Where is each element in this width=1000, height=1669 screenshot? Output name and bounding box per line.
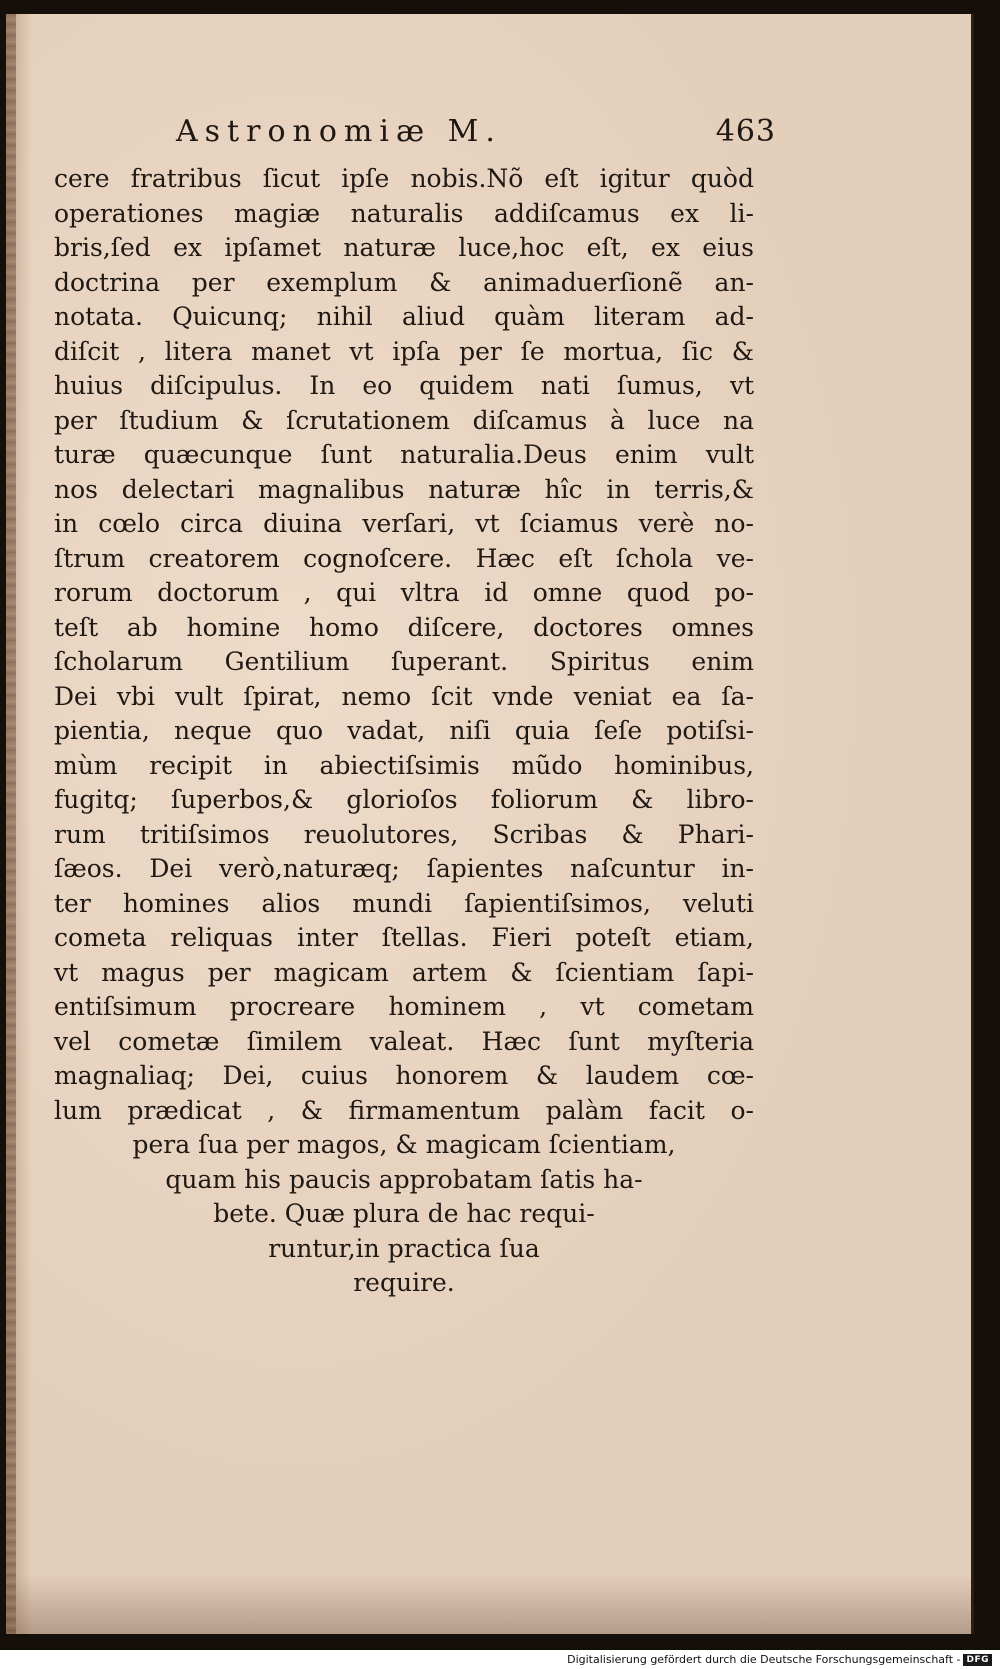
text-line: magnaliaq; Dei, cuius honorem & laudem cœ- bbox=[54, 1061, 754, 1090]
text-line: cometa reliquas inter ſtellas. Fieri poteſt etiam, bbox=[54, 923, 754, 952]
text-line: vt magus per magicam artem & ſcientiam ſapi- bbox=[54, 957, 754, 987]
text-line: pera ſua per magos, & magicam ſcientiam, bbox=[132, 1130, 676, 1159]
text-line: ſcholarum Gentilium ſuperant. Spiritus enim bbox=[54, 647, 754, 676]
book-page bbox=[6, 14, 974, 1634]
text-line: Dei vbi vult ſpirat, nemo ſcit vnde veniat ea ſa- bbox=[54, 681, 754, 711]
text-line: fugitq; ſuperbos,& glorioſos foliorum & libro- bbox=[54, 785, 754, 814]
text-line: bete. Quæ plura de hac requi- bbox=[213, 1199, 595, 1228]
text-line: notata. Quicunq; nihil aliud quàm literam ad- bbox=[54, 302, 754, 331]
text-line: ſæos. Dei verò,naturæq; ſapientes naſcuntur in- bbox=[54, 854, 754, 883]
text-line: quam his paucis approbatam ſatis ha- bbox=[165, 1164, 643, 1194]
text-line: mùm recipit in abiectiſsimis mũdo hominibus, bbox=[54, 750, 754, 780]
text-line: in cœlo circa diuina verſari, vt ſciamus verè no- bbox=[54, 509, 754, 538]
text-line: turæ quæcunque ſunt naturalia.Deus enim vult bbox=[54, 440, 754, 469]
text-line: diſcit , litera manet vt ipſa per ſe mortua, ſic & bbox=[54, 336, 754, 366]
text-line: runtur,in practica ſua bbox=[268, 1233, 540, 1263]
text-line: vel cometæ ſimilem valeat. Hæc ſunt myſteria bbox=[54, 1026, 754, 1056]
credit-text: Digitalisierung gefördert durch die Deutsche Forschungsgemeinschaft - bbox=[567, 1653, 961, 1666]
text-line: cere fratribus ſicut ipſe nobis.Nõ eſt igitur quòd bbox=[54, 164, 754, 193]
text-line: ter homines alios mundi ſapientiſsimos, veluti bbox=[54, 888, 754, 918]
page-number: 463 bbox=[715, 114, 776, 149]
running-head bbox=[176, 114, 776, 158]
text-line: bris,ſed ex ipſamet naturæ luce,hoc eſt, ex eius bbox=[54, 233, 754, 262]
page-gutter-edge bbox=[6, 14, 16, 1634]
text-line: pientia, neque quo vadat, niſi quia ſeſe potiſsi- bbox=[54, 716, 754, 745]
text-line: rorum doctorum , qui vltra id omne quod po- bbox=[54, 578, 754, 607]
text-line: lum prædicat , & firmamentum palàm facit o- bbox=[54, 1095, 754, 1125]
text-line: teſt ab homine homo diſcere, doctores omnes bbox=[54, 612, 754, 642]
text-line: rum tritiſsimos reuolutores, Scribas & Phari- bbox=[54, 819, 754, 849]
running-head-title: Astronomiæ M. bbox=[176, 114, 502, 149]
text-line: ſtrum creatorem cognoſcere. Hæc eſt ſchola ve- bbox=[54, 543, 754, 573]
text-line: entiſsimum procreare hominem , vt cometam bbox=[54, 992, 754, 1021]
text-line: require. bbox=[353, 1268, 455, 1297]
text-line: nos delectari magnalibus naturæ hîc in terris,& bbox=[54, 474, 754, 504]
body-text bbox=[54, 162, 754, 1301]
text-line: per ſtudium & ſcrutationem diſcamus à luce na bbox=[54, 405, 754, 435]
text-line: doctrina per exemplum & animaduerſionẽ an- bbox=[54, 267, 754, 297]
text-line: operationes magiæ naturalis addiſcamus ex li- bbox=[54, 198, 754, 228]
digitization-credit bbox=[567, 1651, 992, 1669]
text-line: huius diſcipulus. In eo quidem nati ſumus, vt bbox=[54, 371, 754, 400]
dfg-logo: DFG bbox=[963, 1654, 992, 1666]
